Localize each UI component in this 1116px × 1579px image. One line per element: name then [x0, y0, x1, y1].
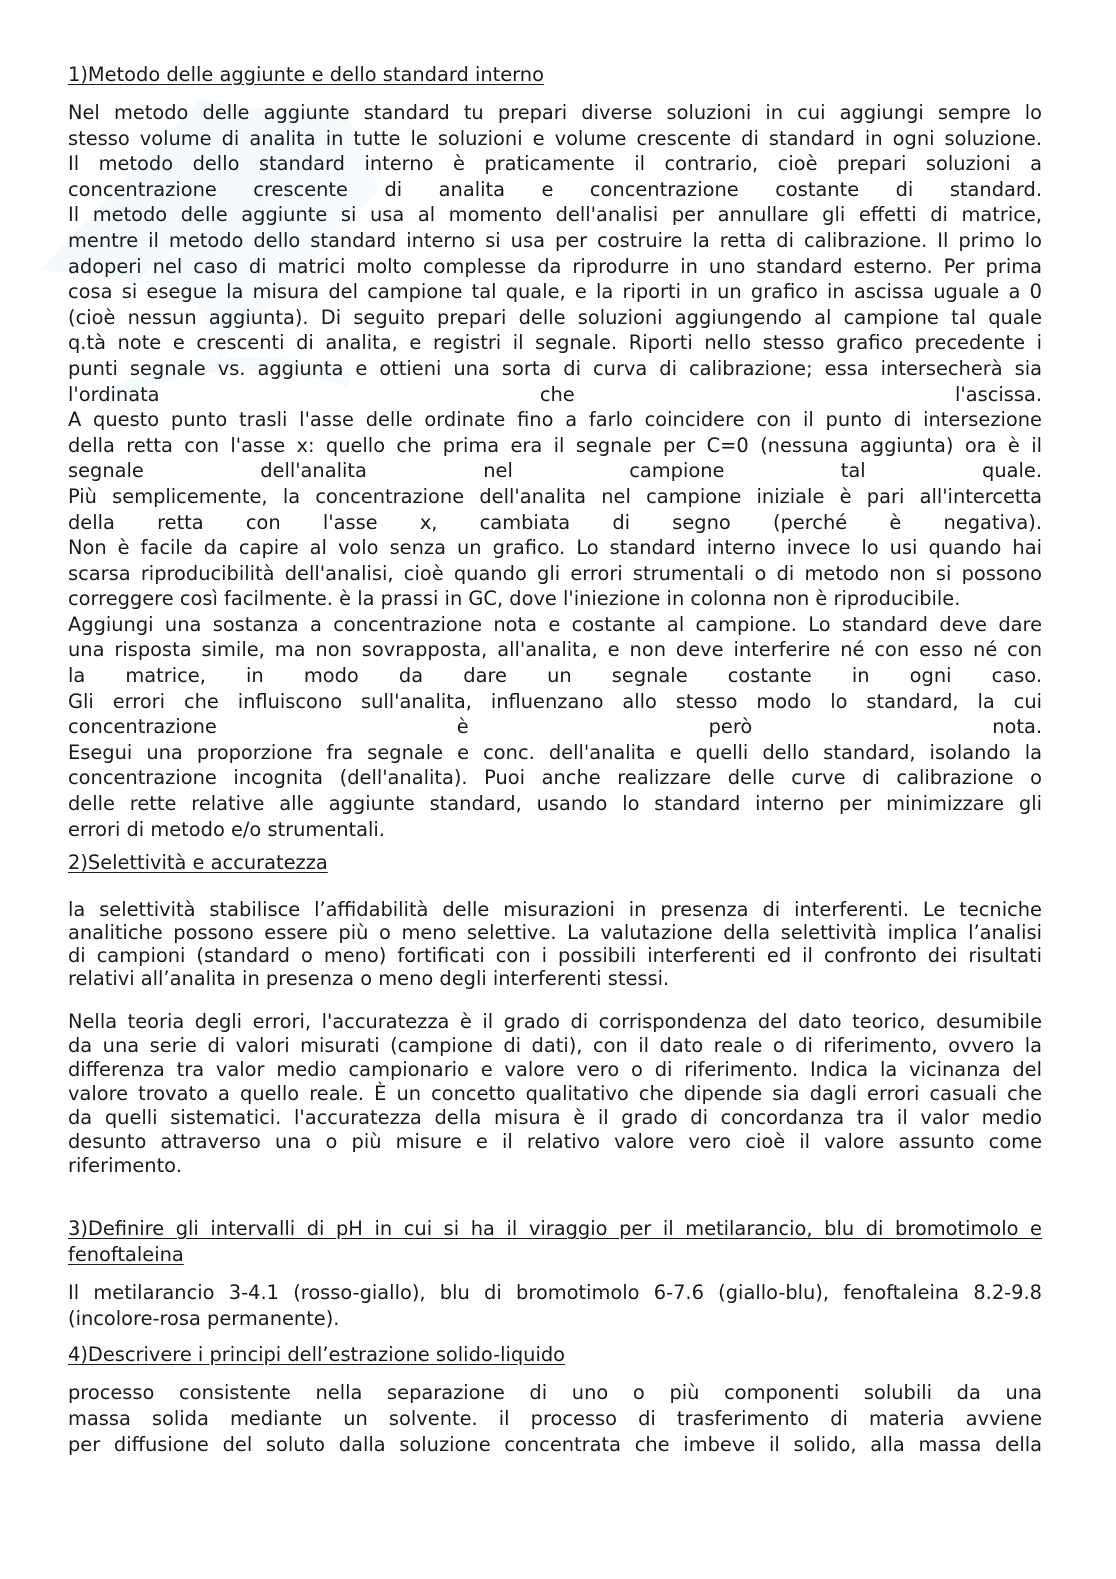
text-line: delle rette relative alle aggiunte standard, usando lo standard interno per minimizzare gli	[68, 792, 1042, 816]
text-line: relativi all’analita in presenza o meno degli interferenti stessi.	[68, 967, 670, 991]
text-line: concentrazione crescente di analita e concentrazione costante di standard.	[68, 177, 1042, 201]
text-line: Esegui una proporzione fra segnale e conc. dell'analita e quelli dello standard, isolando la	[68, 740, 1042, 764]
text-line: analitiche possono essere più o meno selettive. La valutazione della selettività implica l’analisi	[68, 921, 1042, 945]
text-line: cosa si esegue la misura del campione tal quale, e la riporti in un grafico in ascissa uguale a 0	[68, 280, 1042, 304]
text-line: della retta con l'asse x: quello che prima era il segnale per C=0 (nessuna aggiunta) ora è il	[68, 433, 1042, 457]
text-line: mentre il metodo dello standard interno si usa per costruire la retta di calibrazione. Il primo lo	[68, 228, 1042, 252]
text-line: Nella teoria degli errori, l'accuratezza è il grado di corrispondenza del dato teorico, desumibile	[68, 1010, 1042, 1034]
text-line: A questo punto trasli l'asse delle ordinate fino a farlo coincidere con il punto di intersezione	[68, 408, 1042, 432]
text-line: riferimento.	[68, 1154, 182, 1178]
text-line: da quelli sistematici. l'accuratezza della misura è il grado di concordanza tra il valor medio	[68, 1106, 1042, 1130]
text-line: concentrazione è però nota.	[68, 715, 1042, 739]
text-line: Gli errori che influiscono sull'analita, influenzano allo stesso modo lo standard, la cui	[68, 689, 1042, 713]
text-line: l'ordinata che l'ascissa.	[68, 382, 1042, 406]
heading-line: 3)Definire gli intervalli di pH in cui si ha il viraggio per il metilarancio, blu di bromotimolo e	[68, 1217, 1042, 1241]
text-line: errori di metodo e/o strumentali.	[68, 817, 385, 841]
text-line: massa solida mediante un solvente. il processo di trasferimento di materia avviene	[68, 1407, 1042, 1431]
text-line: di campioni (standard o meno) fortificati con i possibili interferenti ed il confronto dei risultati	[68, 944, 1042, 968]
text-line: desunto attraverso una o più misure e il relativo valore vero cioè il valore assunto come	[68, 1130, 1042, 1154]
text-line: la matrice, in modo da dare un segnale costante in ogni caso.	[68, 664, 1042, 688]
text-line: Il metodo dello standard interno è praticamente il contrario, cioè prepari soluzioni a	[68, 152, 1042, 176]
text-line: adoperi nel caso di matrici molto complesse da riprodurre in uno standard esterno. Per prima	[68, 254, 1042, 278]
section-heading-1: 1)Metodo delle aggiunte e dello standard interno	[68, 63, 544, 86]
text-line: differenza tra valor medio campionario e valore vero o di riferimento. Indica la vicinanza del	[68, 1058, 1042, 1082]
paragraph-accuratezza	[68, 1010, 1042, 1178]
text-line: Più semplicemente, la concentrazione dell'analita nel campione iniziale è pari all'intercetta	[68, 484, 1042, 508]
paragraph-estrazione	[68, 1380, 1042, 1458]
text-line: processo consistente nella separazione di uno o più componenti solubili da una	[68, 1381, 1042, 1405]
text-line: valore trovato a quello reale. È un concetto qualitativo che dipende sia dagli errori casuali che	[68, 1082, 1042, 1106]
text-line: concentrazione incognita (dell'analita). Puoi anche realizzare delle curve di calibrazione o	[68, 766, 1042, 790]
text-line: Non è facile da capire al volo senza un grafico. Lo standard interno invece lo usi quando hai	[68, 536, 1042, 560]
text-line: Nel metodo delle aggiunte standard tu prepari diverse soluzioni in cui aggiungi sempre lo	[68, 101, 1042, 124]
text-line: (incolore-rosa permanente).	[68, 1307, 340, 1331]
text-line: correggere così facilmente. è la prassi in GC, dove l'iniezione in colonna non è riproducibile.	[68, 587, 961, 611]
paragraph-aggiunte-standard	[68, 100, 1042, 842]
section-heading-3	[68, 1216, 1042, 1268]
text-line: stesso volume di analita in tutte le soluzioni e volume crescente di standard in ogni soluzione.	[68, 126, 1042, 150]
text-line: una risposta simile, ma non sovrapposta, all'analita, e non deve interferire né con esso né con	[68, 638, 1042, 662]
heading-line: fenoftaleina	[68, 1243, 184, 1267]
text-line: Aggiungi una sostanza a concentrazione nota e costante al campione. Lo standard deve dare	[68, 612, 1042, 636]
text-line: Il metilarancio 3-4.1 (rosso-giallo), blu di bromotimolo 6-7.6 (giallo-blu), fenoftaleina 8.2-9.8	[68, 1281, 1042, 1305]
text-line: (cioè nessun aggiunta). Di seguito prepari delle soluzioni aggiungendo al campione tal quale	[68, 305, 1042, 329]
paragraph-viraggio-ph	[68, 1280, 1042, 1332]
text-line: da una serie di valori misurati (campione di dati), con il dato reale o di riferimento, ovvero la	[68, 1034, 1042, 1058]
section-heading-4: 4)Descrivere i principi dell’estrazione solido-liquido	[68, 1343, 566, 1367]
text-line: Il metodo delle aggiunte si usa al momento dell'analisi per annullare gli effetti di matrice,	[68, 203, 1042, 227]
text-line: scarsa riproducibilità dell'analisi, cioè quando gli errori strumentali o di metodo non si possono	[68, 561, 1042, 585]
text-line: segnale dell'analita nel campione tal quale.	[68, 459, 1042, 483]
text-line: la selettività stabilisce l’affidabilità delle misurazioni in presenza di interferenti. Le tecniche	[68, 898, 1042, 922]
text-line: della retta con l'asse x, cambiata di segno (perché è negativa).	[68, 510, 1042, 534]
text-line: q.tà note e crescenti di analita, e registri il segnale. Riporti nello stesso grafico precedente i	[68, 331, 1042, 355]
section-heading-2: 2)Selettività e accuratezza	[68, 851, 328, 875]
document-page	[68, 62, 1042, 1458]
paragraph-selettivita	[68, 898, 1042, 990]
text-line: punti segnale vs. aggiunta e ottieni una sorta di curva di calibrazione; essa intersecherà sia	[68, 356, 1042, 380]
text-line: per diffusione del soluto dalla soluzione concentrata che imbeve il solido, alla massa della	[68, 1433, 1042, 1457]
